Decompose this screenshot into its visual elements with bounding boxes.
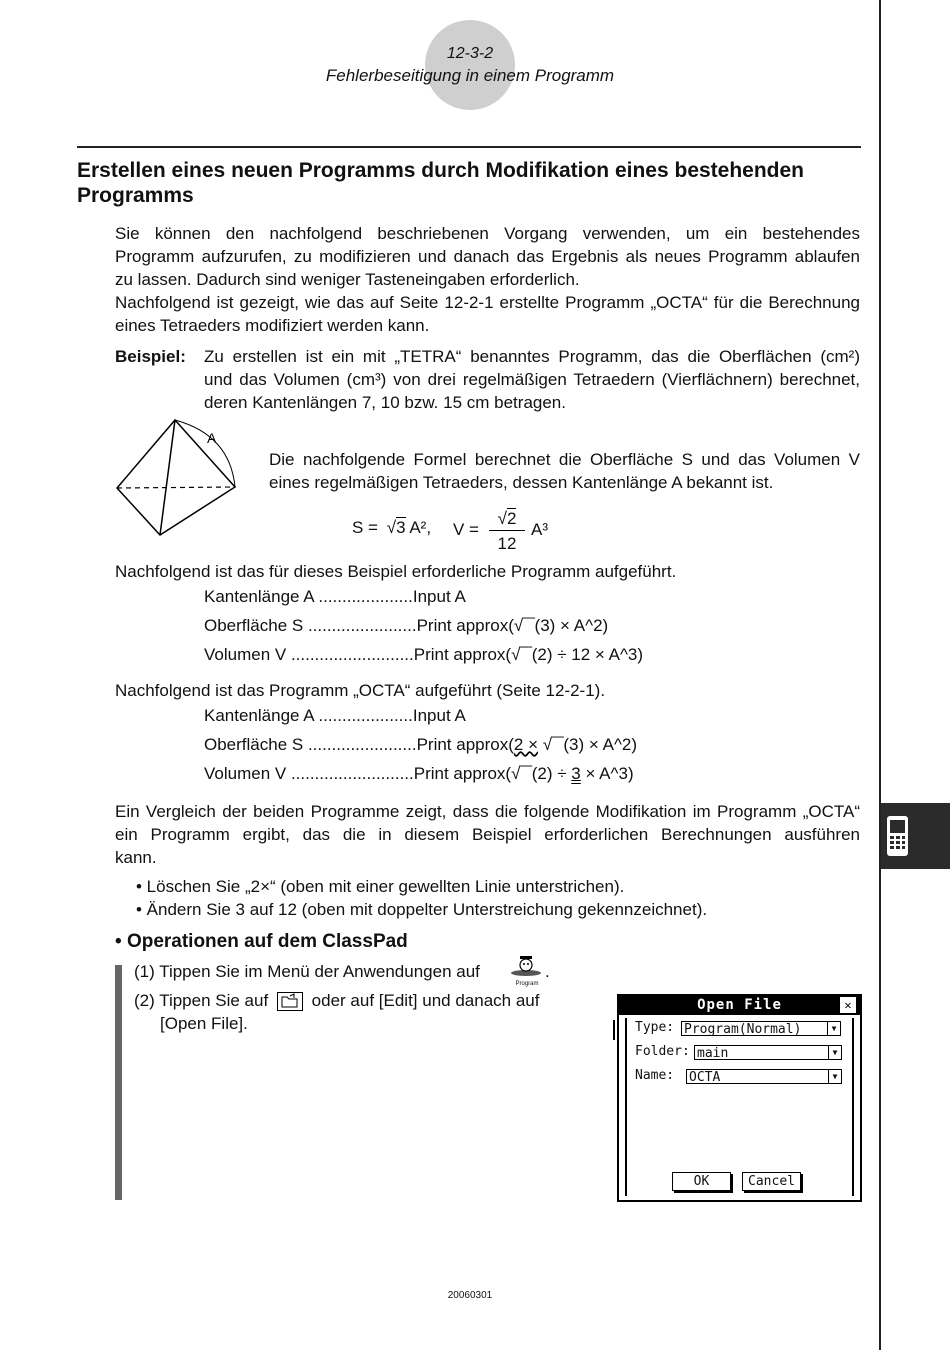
heading-rule bbox=[77, 146, 861, 148]
step-1 bbox=[134, 962, 480, 982]
fraction-bar bbox=[489, 530, 525, 531]
open-file-dialog bbox=[617, 994, 862, 1202]
double-underlined-code: 3 bbox=[571, 764, 581, 783]
program2-code: Input A bbox=[412, 706, 466, 725]
example-text bbox=[204, 345, 860, 414]
program1-code: Input A bbox=[412, 587, 466, 606]
program2-code-pre: Print approx( bbox=[416, 735, 514, 754]
formula-description bbox=[269, 448, 860, 494]
step-2-text-b: oder auf [Edit] und danach auf bbox=[311, 991, 540, 1010]
program1-code: Print approx(√‾‾(3) × A^2) bbox=[416, 616, 609, 635]
dialog-frame-edge bbox=[856, 1018, 862, 1040]
chevron-down-icon[interactable]: ▼ bbox=[828, 1070, 841, 1083]
program1-label: Kantenlänge A .................... bbox=[204, 587, 413, 606]
formula-s: S = √3 A², bbox=[352, 518, 432, 537]
wavy-underlined-code: 2 × bbox=[513, 735, 539, 754]
program-icon-label: Program bbox=[515, 981, 539, 987]
program2-code-post: √‾‾(3) × A^2) bbox=[538, 735, 638, 754]
formula-s-rest: A², bbox=[409, 518, 432, 537]
program2-code-post: × A^3) bbox=[580, 764, 634, 783]
type-select[interactable] bbox=[681, 1021, 841, 1036]
intro-paragraph bbox=[115, 222, 860, 337]
footer-code: 20060301 bbox=[447, 1290, 493, 1301]
program2-row bbox=[204, 762, 634, 785]
program2-label: Kantenlänge A .................... bbox=[204, 706, 413, 725]
comparison-paragraph bbox=[115, 800, 860, 869]
example-label: Beispiel: bbox=[115, 347, 186, 366]
operations-heading-text: Operationen auf dem ClassPad bbox=[126, 931, 408, 952]
program1-label: Oberfläche S ....................... bbox=[204, 616, 417, 635]
operations-heading: • Operationen auf dem ClassPad bbox=[115, 931, 408, 952]
robot-program-icon bbox=[509, 955, 545, 977]
step-2-text-c: [Open File]. bbox=[160, 1014, 248, 1033]
folder-select[interactable] bbox=[694, 1045, 842, 1060]
folder-icon bbox=[278, 993, 302, 1010]
page-right-border bbox=[879, 0, 881, 1350]
type-value: Program(Normal) bbox=[684, 1022, 802, 1037]
formula-v-rest: A³ bbox=[531, 520, 548, 539]
intro-line: Nachfolgend ist gezeigt, wie das auf Seite 12-2-1 erstellte Programm „OCTA“ für die Berechnung bbox=[115, 293, 860, 312]
formula-sqrt3: 3 bbox=[396, 518, 406, 537]
chapter-title: Fehlerbeseitigung in einem Programm bbox=[325, 66, 615, 85]
formula-numerator: √2 bbox=[497, 509, 517, 528]
example-line: deren Kantenlängen 7, 10 bzw. 15 cm betragen. bbox=[204, 393, 566, 412]
program2-row bbox=[204, 733, 637, 756]
intro-line: eines Tetraeders modifiziert werden kann. bbox=[115, 316, 430, 335]
dialog-frame-edge bbox=[613, 1020, 619, 1040]
chevron-down-icon[interactable]: ▼ bbox=[827, 1022, 840, 1035]
bullet-item: • Löschen Sie „2×“ (oben mit einer gewellten Linie unterstrichen). bbox=[136, 877, 625, 896]
name-select[interactable] bbox=[686, 1069, 842, 1084]
program2-intro: Nachfolgend ist das Programm „OCTA“ aufgeführt (Seite 12-2-1). bbox=[115, 681, 606, 700]
program1-intro: Nachfolgend ist das für dieses Beispiel erforderliche Programm aufgeführt. bbox=[115, 562, 677, 581]
program2-row bbox=[204, 704, 466, 727]
name-value: OCTA bbox=[689, 1070, 721, 1085]
cancel-button[interactable]: Cancel bbox=[742, 1172, 801, 1191]
program1-label: Volumen V .......................... bbox=[204, 645, 414, 664]
open-folder-icon[interactable] bbox=[277, 992, 303, 1011]
program2-label: Volumen V .......................... bbox=[204, 764, 414, 783]
program2-code-pre: Print approx(√‾‾(2) ÷ bbox=[413, 764, 572, 783]
comparison-line: ein Programm ergibt, das die in diesem Beispiel erforderlichen Berechnungen ausführen bbox=[115, 825, 860, 844]
example-line: und das Volumen (cm³) von drei regelmäßigen Tetraedern (Vierflächnern) berechnet, bbox=[204, 370, 860, 389]
bullet-item: • Ändern Sie 3 auf 12 (oben mit doppelter Unterstreichung gekennzeichnet). bbox=[136, 900, 708, 919]
chevron-down-icon[interactable]: ▼ bbox=[828, 1046, 841, 1059]
program1-row bbox=[204, 585, 466, 608]
comparison-line: Ein Vergleich der beiden Programme zeigt, dass die folgende Modifikation im Programm „OCTA“ bbox=[115, 802, 860, 821]
type-label: Type: bbox=[635, 1020, 675, 1035]
intro-line: Programm aufzurufen, zu modifizieren und danach das Ergebnis als neues Programm ablaufen bbox=[115, 247, 860, 266]
formula-denominator: 12 bbox=[497, 534, 517, 553]
program1-row bbox=[204, 643, 643, 666]
section-heading: Erstellen eines neuen Programms durch Modifikation eines bestehenden Programms bbox=[77, 159, 805, 207]
program1-code: Print approx(√‾‾(2) ÷ 12 × A^3) bbox=[413, 645, 644, 664]
folder-label: Folder: bbox=[635, 1044, 690, 1059]
formula-line: Die nachfolgende Formel berechnet die Oberfläche S und das Volumen V bbox=[269, 450, 860, 469]
program1-row bbox=[204, 614, 608, 637]
intro-line: Sie können den nachfolgend beschriebenen Vorgang verwenden, um ein bestehendes bbox=[115, 224, 860, 243]
folder-value: main bbox=[697, 1046, 729, 1061]
comparison-line: kann. bbox=[115, 848, 157, 867]
edge-label-a: A bbox=[207, 430, 217, 446]
page-number: 12-3-2 bbox=[446, 45, 494, 62]
chapter-tab bbox=[881, 803, 950, 869]
bullet-list bbox=[136, 875, 707, 921]
step-2-text-a: (2) Tippen Sie auf bbox=[134, 991, 269, 1010]
close-icon[interactable]: ✕ bbox=[840, 997, 856, 1013]
program2-label: Oberfläche S ....................... bbox=[204, 735, 417, 754]
dialog-body bbox=[625, 1018, 854, 1196]
formula-s-lhs: S = bbox=[352, 518, 378, 537]
calculator-icon bbox=[881, 803, 950, 869]
step-1-text: (1) Tippen Sie im Menü der Anwendungen auf bbox=[134, 962, 480, 981]
program-app-icon[interactable] bbox=[509, 955, 545, 985]
intro-line: zu lassen. Dadurch sind weniger Tasteneingaben erforderlich. bbox=[115, 270, 580, 289]
formula-v-lhs: V = bbox=[453, 520, 479, 539]
operations-sidebar-bar bbox=[115, 965, 122, 1200]
ok-button[interactable]: OK bbox=[672, 1172, 731, 1191]
step-2 bbox=[134, 991, 539, 1011]
header-circle bbox=[425, 20, 515, 110]
step-1-period: . bbox=[545, 962, 550, 981]
formula-sqrt2: 2 bbox=[506, 509, 517, 528]
formula-line: eines regelmäßigen Tetraeders, dessen Kantenlänge A bekannt ist. bbox=[269, 473, 774, 492]
example-line: Zu erstellen ist ein mit „TETRA“ benanntes Programm, das die Oberflächen (cm²) bbox=[204, 347, 860, 366]
name-label: Name: bbox=[635, 1068, 675, 1083]
tetrahedron-figure bbox=[110, 415, 245, 540]
dialog-title: Open File bbox=[619, 996, 860, 1015]
